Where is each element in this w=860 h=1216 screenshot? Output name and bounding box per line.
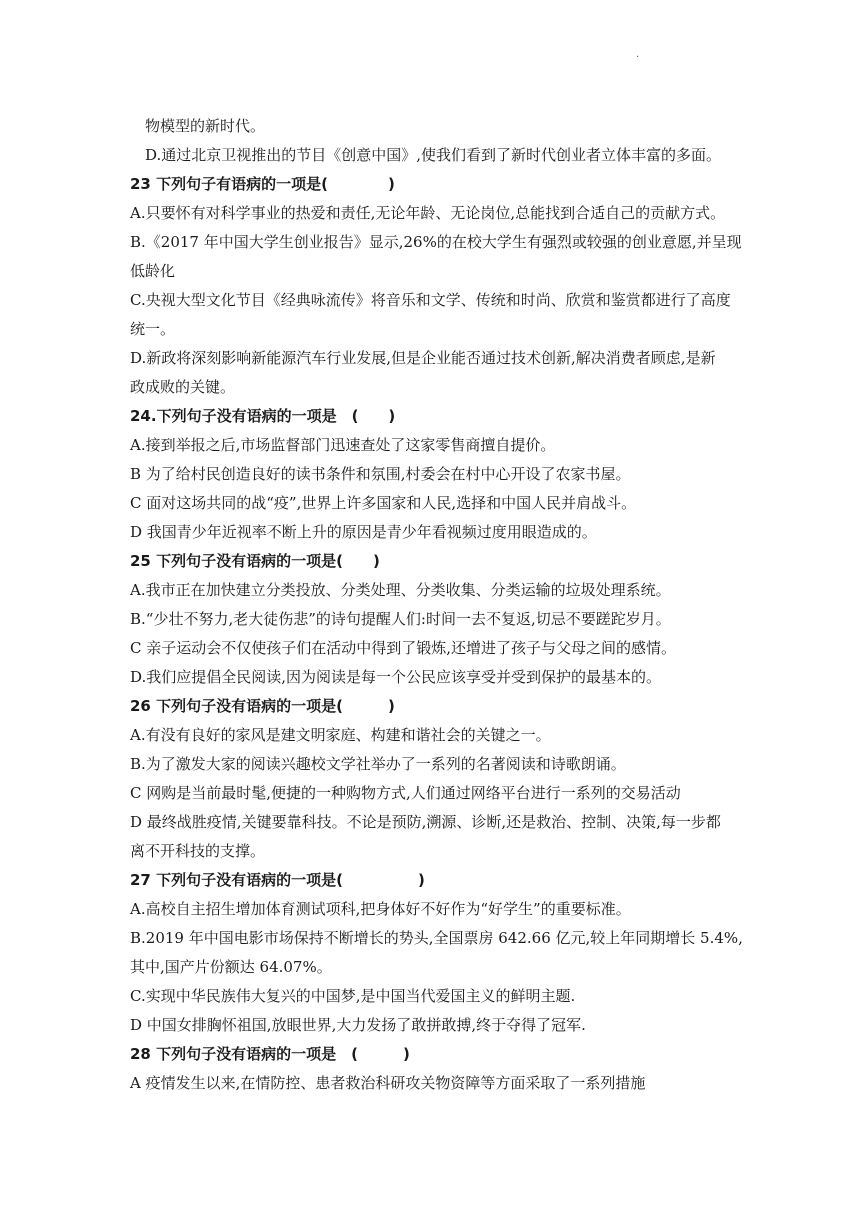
option-a: A.有没有良好的家风是建文明家庭、构建和谐社会的关键之一。 [130,726,551,744]
question-25-title: 25 下列句子没有语病的一项是( ) [130,552,380,570]
option-c: C 亲子运动会不仅使孩子们在活动中得到了锻炼,还增进了孩子与父母之间的感情。 [130,639,677,657]
option-a: A.接到举报之后,市场监督部门迅速查处了这家零售商擅自提价。 [130,436,556,454]
option-b: B.《2017 年中国大学生创业报告》显示,26%的在校大学生有强烈或较强的创业意愿,并呈现 [130,233,742,251]
option-b: B 为了给村民创造良好的读书条件和氛围,村委会在村中心开设了农家书屋。 [130,465,631,483]
option-d: D 中国女排胸怀祖国,放眼世界,大力发扬了敢拼敢搏,终于夺得了冠军. [130,1016,586,1034]
question-28-title: 28 下列句子没有语病的一项是 ( ) [130,1045,410,1063]
question-27-title: 27 下列句子没有语病的一项是( ) [130,871,425,889]
option-b: B.“少壮不努力,老大徒伤悲”的诗句提醒人们:时间一去不复返,切忌不要蹉跎岁月。 [130,610,671,628]
option-d: D 我国青少年近视率不断上升的原因是青少年看视频过度用眼造成的。 [130,523,597,541]
option-a: A 疫情发生以来,在情防控、患者救治科研攻关物资障等方面采取了一系列措施 [130,1074,646,1092]
option-c: C.央视大型文化节目《经典咏流传》将音乐和文学、传统和时尚、欣赏和鉴赏都进行了高度 [130,291,731,309]
option-d: D 最终战胜疫情,关键要靠科技。不论是预防,溯源、诊断,还是救治、控制、决策,每一步都 [130,813,721,831]
option-c: C 面对这场共同的战“疫”,世界上许多国家和人民,选择和中国人民并肩战斗。 [130,494,637,512]
text-line: 物模型的新时代。 [145,117,266,135]
text-line: 统一。 [130,320,176,338]
text-line: 其中,国产片份额达 64.07%。 [130,958,332,976]
text-line: 政成败的关键。 [130,378,236,396]
option-c: C 网购是当前最时髦,便捷的一种购物方式,人们通过网络平台进行一系列的交易活动 [130,784,681,802]
option-d: D.通过北京卫视推出的节目《创意中国》,使我们看到了新时代创业者立体丰富的多面。 [145,146,722,164]
option-d: D.我们应提倡全民阅读,因为阅读是每一个公民应该享受并受到保护的最基本的。 [130,668,662,686]
option-c: C.实现中华民族伟大复兴的中国梦,是中国当代爱国主义的鲜明主题. [130,987,576,1005]
text-line: 低龄化 [130,262,176,280]
question-23-title: 23 下列句子有语病的一项是( ) [130,175,395,193]
option-b: B.2019 年中国电影市场保持不断增长的势头,全国票房 642.66 亿元,较上年同期增长 5.4%, [130,929,743,947]
option-b: B.为了激发大家的阅读兴趣校文学社举办了一系列的名著阅读和诗歌朗诵。 [130,755,626,773]
question-24-title: 24.下列句子没有语病的一项是 ( ) [130,407,396,425]
option-a: A.只要怀有对科学事业的热爱和责任,无论年龄、无论岗位,总能找到合适自己的贡献方式。 [130,204,726,222]
option-d: D.新政将深刻影响新能源汽车行业发展,但是企业能否通过技术创新,解决消费者顾虑,是新 [130,349,716,367]
question-26-title: 26 下列句子没有语病的一项是( ) [130,697,395,715]
option-a: A.我市正在加快建立分类投放、分类处理、分类收集、分类运输的垃圾处理系统。 [130,581,671,599]
question-list [130,112,743,1098]
option-a: A.高校自主招生增加体育测试项科,把身体好不好作为“好学生”的重要标准。 [130,900,631,918]
text-line: 离不开科技的支撑。 [130,842,266,860]
page-marker: · [636,52,640,63]
